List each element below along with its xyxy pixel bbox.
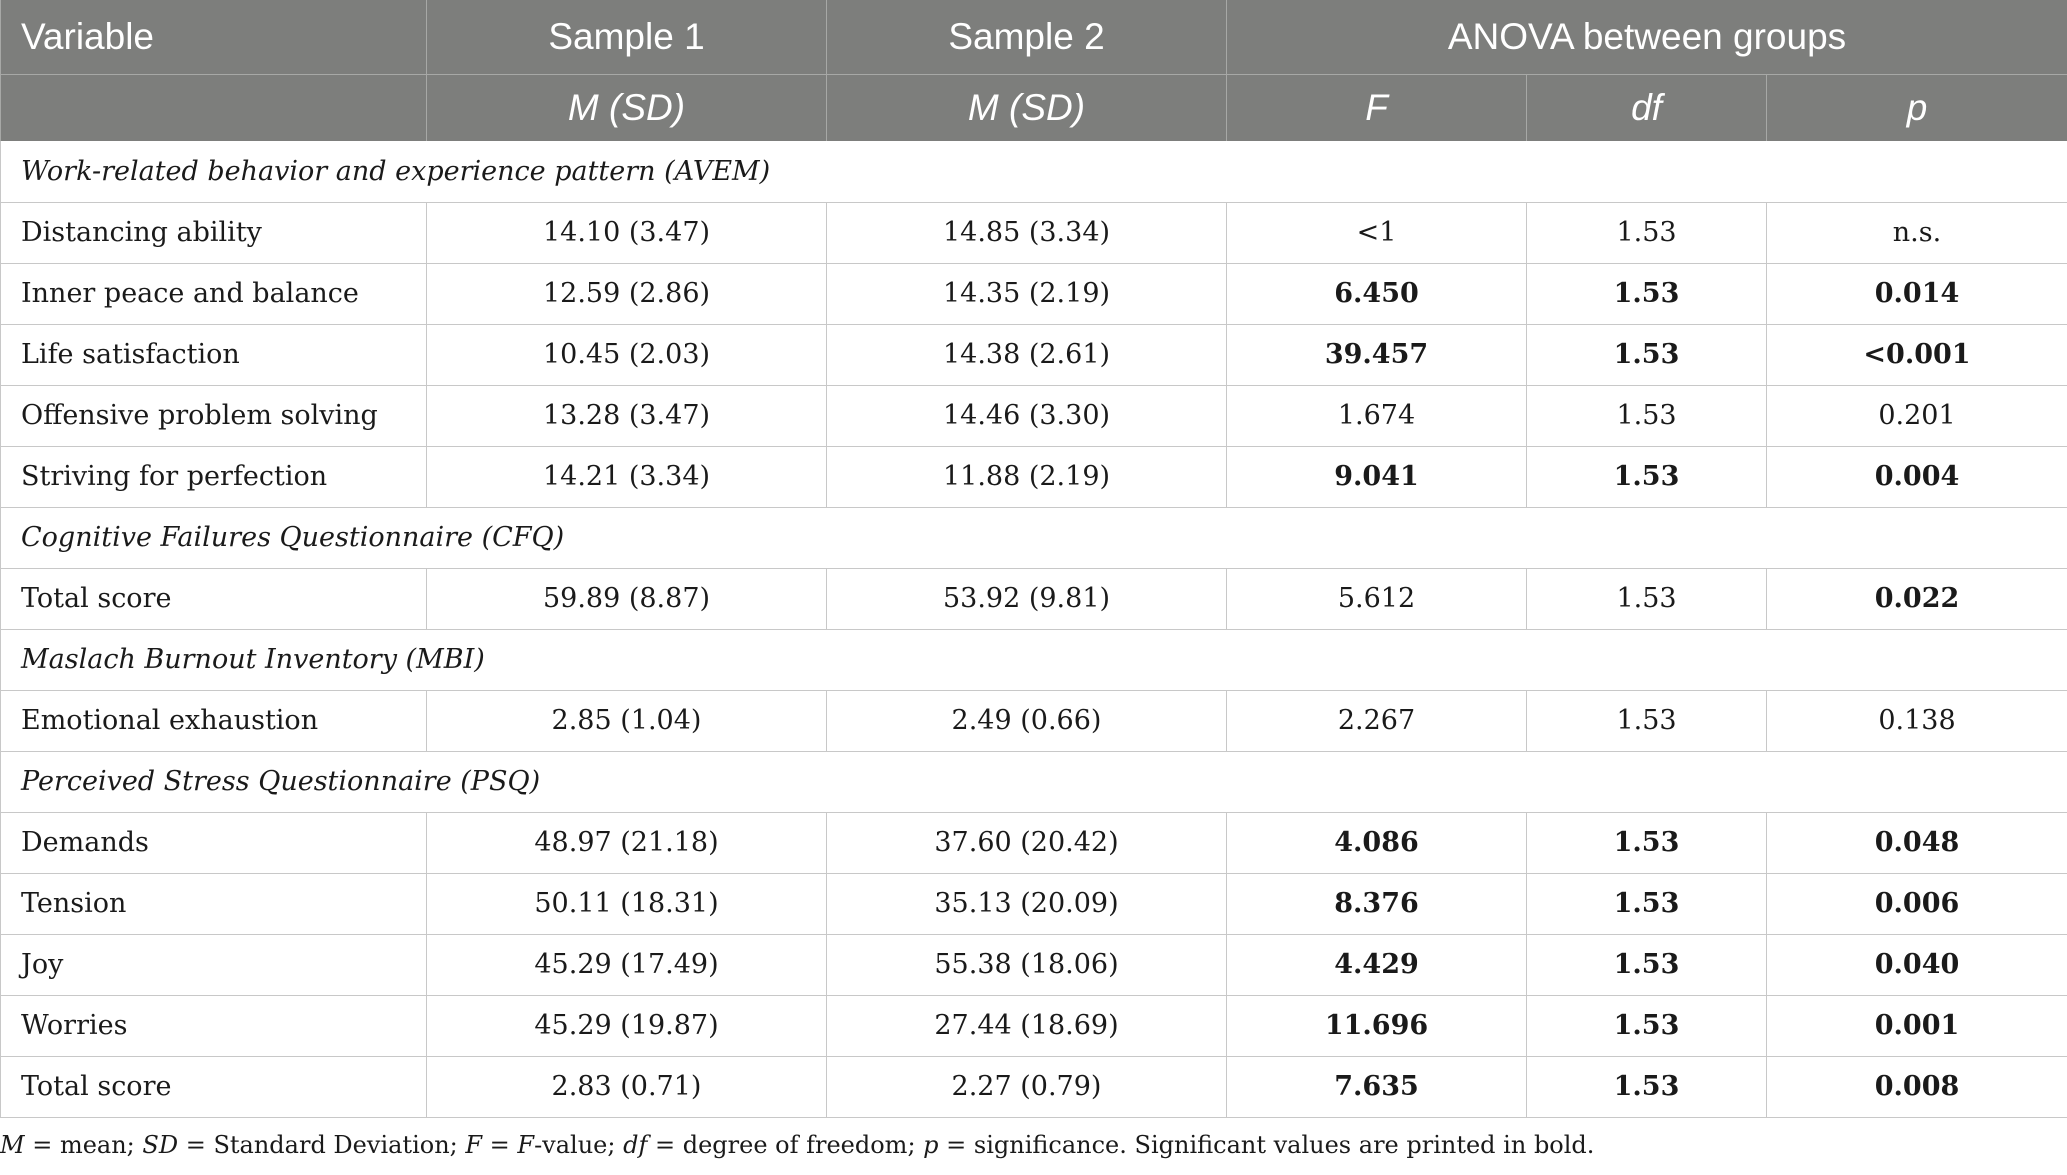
df-value: 1.53 [1527, 385, 1767, 446]
header-msd-2: M (SD) [827, 74, 1227, 141]
row-label: Total score [1, 1056, 427, 1117]
p-value: 0.022 [1767, 568, 2067, 629]
df-value: 1.53 [1527, 568, 1767, 629]
f-value: 39.457 [1227, 324, 1527, 385]
table-row [1, 1056, 2067, 1117]
sample-2-value: 11.88 (2.19) [827, 446, 1227, 507]
df-value: 1.53 [1527, 934, 1767, 995]
p-value: 0.040 [1767, 934, 2067, 995]
header-anova: ANOVA between groups [1227, 0, 2067, 74]
sample-1-value: 48.97 (21.18) [427, 812, 827, 873]
table-row [1, 934, 2067, 995]
table-row [1, 324, 2067, 385]
section-label: Work-related behavior and experience pattern (AVEM) [1, 141, 2067, 202]
row-label: Inner peace and balance [1, 263, 427, 324]
row-label: Joy [1, 934, 427, 995]
f-value: 7.635 [1227, 1056, 1527, 1117]
p-value: 0.006 [1767, 873, 2067, 934]
header-p: p [1767, 74, 2067, 141]
sample-2-value: 35.13 (20.09) [827, 873, 1227, 934]
header-msd-1: M (SD) [427, 74, 827, 141]
sample-2-value: 14.35 (2.19) [827, 263, 1227, 324]
df-value: 1.53 [1527, 873, 1767, 934]
p-value: 0.048 [1767, 812, 2067, 873]
section-row [1, 141, 2067, 202]
row-label: Tension [1, 873, 427, 934]
row-label: Worries [1, 995, 427, 1056]
f-value: 2.267 [1227, 690, 1527, 751]
table-row [1, 690, 2067, 751]
sample-2-value: 14.38 (2.61) [827, 324, 1227, 385]
sample-2-value: 2.27 (0.79) [827, 1056, 1227, 1117]
p-value: 0.008 [1767, 1056, 2067, 1117]
sample-2-value: 53.92 (9.81) [827, 568, 1227, 629]
row-label: Total score [1, 568, 427, 629]
table-row [1, 568, 2067, 629]
header-blank [1, 74, 427, 141]
section-row [1, 629, 2067, 690]
f-value: 5.612 [1227, 568, 1527, 629]
p-value: 0.004 [1767, 446, 2067, 507]
sample-1-value: 14.10 (3.47) [427, 202, 827, 263]
sample-1-value: 45.29 (19.87) [427, 995, 827, 1056]
sample-2-value: 55.38 (18.06) [827, 934, 1227, 995]
section-label: Cognitive Failures Questionnaire (CFQ) [1, 507, 2067, 568]
f-value: 4.086 [1227, 812, 1527, 873]
p-value: 0.014 [1767, 263, 2067, 324]
header-row-2 [1, 74, 2067, 141]
row-label: Distancing ability [1, 202, 427, 263]
header-f: F [1227, 74, 1527, 141]
p-value: 0.001 [1767, 995, 2067, 1056]
section-label: Maslach Burnout Inventory (MBI) [1, 629, 2067, 690]
df-value: 1.53 [1527, 1056, 1767, 1117]
sample-2-value: 37.60 (20.42) [827, 812, 1227, 873]
table-body [1, 141, 2067, 1117]
row-label: Emotional exhaustion [1, 690, 427, 751]
p-value: 0.201 [1767, 385, 2067, 446]
row-label: Life satisfaction [1, 324, 427, 385]
p-value: n.s. [1767, 202, 2067, 263]
sample-1-value: 12.59 (2.86) [427, 263, 827, 324]
row-label: Striving for perfection [1, 446, 427, 507]
table-row [1, 446, 2067, 507]
f-value: 4.429 [1227, 934, 1527, 995]
table-row [1, 385, 2067, 446]
row-label: Offensive problem solving [1, 385, 427, 446]
df-value: 1.53 [1527, 202, 1767, 263]
sample-1-value: 59.89 (8.87) [427, 568, 827, 629]
row-label: Demands [1, 812, 427, 873]
f-value: 9.041 [1227, 446, 1527, 507]
sample-1-value: 2.85 (1.04) [427, 690, 827, 751]
header-sample-2: Sample 2 [827, 0, 1227, 74]
sample-2-value: 27.44 (18.69) [827, 995, 1227, 1056]
sample-1-value: 45.29 (17.49) [427, 934, 827, 995]
table-row [1, 995, 2067, 1056]
header-row-1 [1, 0, 2067, 74]
df-value: 1.53 [1527, 324, 1767, 385]
section-row [1, 507, 2067, 568]
f-value: 6.450 [1227, 263, 1527, 324]
sample-1-value: 14.21 (3.34) [427, 446, 827, 507]
df-value: 1.53 [1527, 812, 1767, 873]
sample-1-value: 50.11 (18.31) [427, 873, 827, 934]
header-df: df [1527, 74, 1767, 141]
df-value: 1.53 [1527, 995, 1767, 1056]
p-value: <0.001 [1767, 324, 2067, 385]
df-value: 1.53 [1527, 263, 1767, 324]
sample-2-value: 14.85 (3.34) [827, 202, 1227, 263]
table-row [1, 202, 2067, 263]
f-value: 11.696 [1227, 995, 1527, 1056]
table-header [1, 0, 2067, 141]
header-variable: Variable [1, 0, 427, 74]
sample-2-value: 14.46 (3.30) [827, 385, 1227, 446]
table-row [1, 873, 2067, 934]
f-value: <1 [1227, 202, 1527, 263]
sample-1-value: 10.45 (2.03) [427, 324, 827, 385]
section-label: Perceived Stress Questionnaire (PSQ) [1, 751, 2067, 812]
section-row [1, 751, 2067, 812]
f-value: 1.674 [1227, 385, 1527, 446]
f-value: 8.376 [1227, 873, 1527, 934]
df-value: 1.53 [1527, 446, 1767, 507]
sample-2-value: 2.49 (0.66) [827, 690, 1227, 751]
sample-1-value: 2.83 (0.71) [427, 1056, 827, 1117]
df-value: 1.53 [1527, 690, 1767, 751]
table-row [1, 263, 2067, 324]
table-footnote: M = mean; SD = Standard Deviation; F = F-value; df = degree of freedom; p = significance. Significant values are printed in bold. [0, 1131, 1595, 1159]
p-value: 0.138 [1767, 690, 2067, 751]
sample-1-value: 13.28 (3.47) [427, 385, 827, 446]
header-sample-1: Sample 1 [427, 0, 827, 74]
table-row [1, 812, 2067, 873]
